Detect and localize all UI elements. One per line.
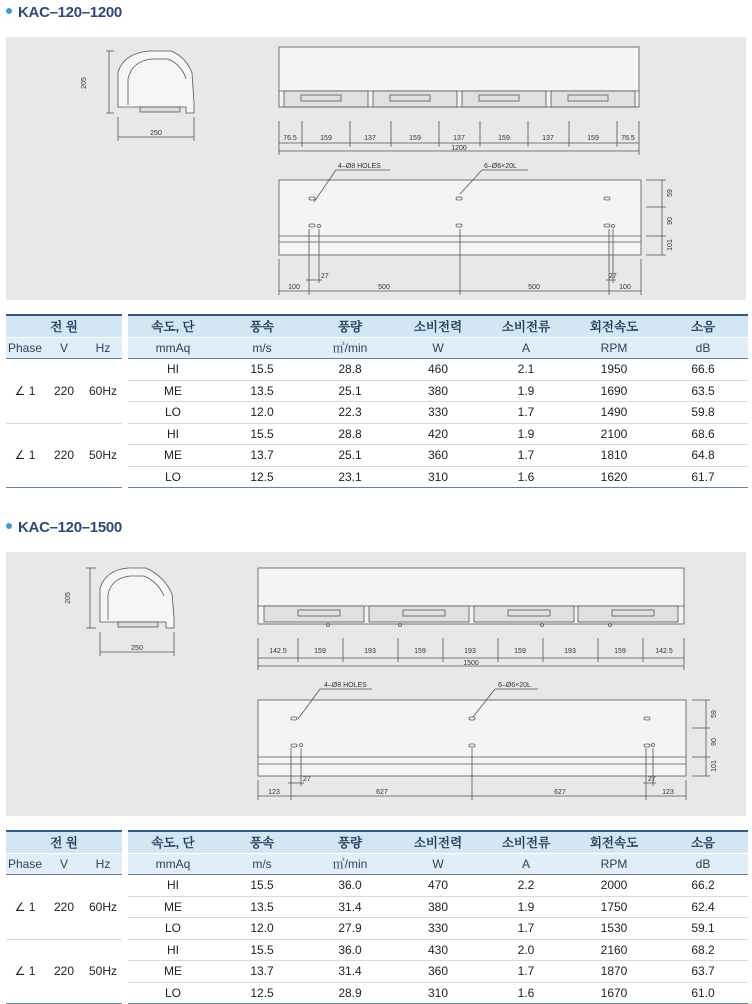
- svg-text:159: 159: [314, 648, 326, 655]
- svg-text:500: 500: [378, 284, 390, 291]
- side-height-dim: 205: [65, 592, 72, 604]
- holes-label: 4–Ø8 HOLES: [338, 163, 381, 170]
- table-unit-row: Phase V Hz mmAq m/s ㎥/min W A RPM dB: [6, 337, 748, 359]
- svg-text:159: 159: [414, 648, 426, 655]
- svg-text:159: 159: [409, 135, 421, 142]
- header-rpm: 회전속도: [570, 315, 658, 337]
- header-power: 전 원: [6, 831, 122, 853]
- svg-text:100: 100: [288, 284, 300, 291]
- svg-text:76.5: 76.5: [621, 135, 635, 142]
- side-view: [106, 51, 194, 141]
- header-current: 소비전류: [482, 831, 570, 853]
- svg-text:59: 59: [667, 189, 674, 197]
- header-power: 전 원: [6, 315, 122, 337]
- header-power-consumption: 소비전력: [394, 831, 482, 853]
- svg-text:90: 90: [711, 738, 718, 746]
- slots-label: 6–Ø6×20L: [498, 682, 531, 689]
- side-height-dim: 205: [81, 77, 88, 89]
- header-speed: 속도, 단: [128, 831, 218, 853]
- slots-label: 6–Ø6×20L: [484, 163, 517, 170]
- table-row: ∠ 1 220 60Hz HI 15.5 36.0 470 2.2 2000 66.2: [6, 875, 748, 897]
- svg-text:101: 101: [711, 760, 718, 772]
- bullet-icon: [6, 8, 12, 14]
- front-total-dim: 1200: [451, 145, 467, 152]
- header-speed: 속도, 단: [128, 315, 218, 337]
- header-power-consumption: 소비전력: [394, 315, 482, 337]
- bullet-icon: [6, 523, 12, 529]
- front-total-dim: 1500: [463, 660, 479, 667]
- svg-text:159: 159: [514, 648, 526, 655]
- svg-text:193: 193: [564, 648, 576, 655]
- svg-text:142.5: 142.5: [269, 648, 287, 655]
- front-segment-dims: [269, 648, 673, 655]
- table-row: LO 12.5 28.9 310 1.6 1670 61.0: [6, 982, 748, 1004]
- bottom-segment-dims: [268, 789, 674, 796]
- table-row: ∠ 1 220 50Hz HI 15.5 36.0 430 2.0 2160 68.2: [6, 939, 748, 961]
- svg-text:627: 627: [376, 789, 388, 796]
- svg-text:193: 193: [464, 648, 476, 655]
- table-row: LO 12.5 23.1 310 1.6 1620 61.7: [6, 466, 748, 488]
- side-width-dim: 250: [150, 130, 162, 137]
- svg-text:137: 137: [364, 135, 376, 142]
- header-velocity: 풍속: [218, 315, 306, 337]
- vertical-dims: [667, 189, 674, 251]
- table-header-row: [6, 831, 748, 853]
- svg-text:137: 137: [542, 135, 554, 142]
- header-current: 소비전류: [482, 315, 570, 337]
- offset-dim: 27: [648, 776, 656, 783]
- header-airflow: 풍량: [306, 831, 394, 853]
- holes-label: 4–Ø8 HOLES: [324, 682, 367, 689]
- technical-drawing: [6, 37, 746, 300]
- svg-text:59: 59: [711, 710, 718, 718]
- drawing-svg: [6, 552, 746, 816]
- table-row: ME 13.7 31.4 360 1.7 1870 63.7: [6, 961, 748, 983]
- svg-text:76.5: 76.5: [283, 135, 297, 142]
- svg-text:627: 627: [554, 789, 566, 796]
- technical-drawing: [6, 552, 746, 816]
- svg-text:159: 159: [587, 135, 599, 142]
- header-velocity: 풍속: [218, 831, 306, 853]
- table-row: LO 12.0 27.9 330 1.7 1530 59.1: [6, 918, 748, 940]
- table-row: ME 13.5 31.4 380 1.9 1750 62.4: [6, 896, 748, 918]
- drawing-svg: [6, 37, 746, 300]
- svg-text:500: 500: [528, 284, 540, 291]
- bottom-view: [279, 170, 666, 295]
- table-row: LO 12.0 22.3 330 1.7 1490 59.8: [6, 402, 748, 424]
- header-rpm: 회전속도: [570, 831, 658, 853]
- table-row: ∠ 1 220 50Hz HI 15.5 28.8 420 1.9 2100 68.6: [6, 423, 748, 445]
- header-noise: 소음: [658, 831, 748, 853]
- table-row: ∠ 1 220 60Hz HI 15.5 28.8 460 2.1 1950 66.6: [6, 359, 748, 381]
- spec-table: [6, 830, 748, 1004]
- bottom-segment-dims: [288, 284, 631, 291]
- header-airflow: 풍량: [306, 315, 394, 337]
- side-view: [86, 568, 174, 656]
- svg-text:142.5: 142.5: [655, 648, 673, 655]
- svg-text:137: 137: [453, 135, 465, 142]
- offset-dim: 27: [609, 273, 617, 280]
- table-row: ME 13.5 25.1 380 1.9 1690 63.5: [6, 380, 748, 402]
- side-width-dim: 250: [131, 645, 143, 652]
- svg-text:159: 159: [498, 135, 510, 142]
- svg-text:159: 159: [614, 648, 626, 655]
- svg-text:193: 193: [364, 648, 376, 655]
- svg-text:123: 123: [662, 789, 674, 796]
- table-header-row: [6, 315, 748, 337]
- svg-text:159: 159: [320, 135, 332, 142]
- svg-text:101: 101: [667, 239, 674, 251]
- svg-text:100: 100: [619, 284, 631, 291]
- section-title: KAC–120–1500: [6, 519, 122, 536]
- bottom-view: [258, 689, 710, 800]
- spec-table: [6, 314, 748, 488]
- offset-dim: 27: [303, 776, 311, 783]
- svg-text:90: 90: [667, 217, 674, 225]
- svg-text:123: 123: [268, 789, 280, 796]
- offset-dim: 27: [321, 273, 329, 280]
- section-title: KAC–120–1200: [6, 4, 122, 21]
- header-noise: 소음: [658, 315, 748, 337]
- table-row: ME 13.7 25.1 360 1.7 1810 64.8: [6, 445, 748, 467]
- front-segment-dims: [283, 135, 635, 142]
- table-unit-row: Phase V Hz mmAq m/s ㎥/min W A RPM dB: [6, 853, 748, 875]
- vertical-dims: [711, 710, 718, 772]
